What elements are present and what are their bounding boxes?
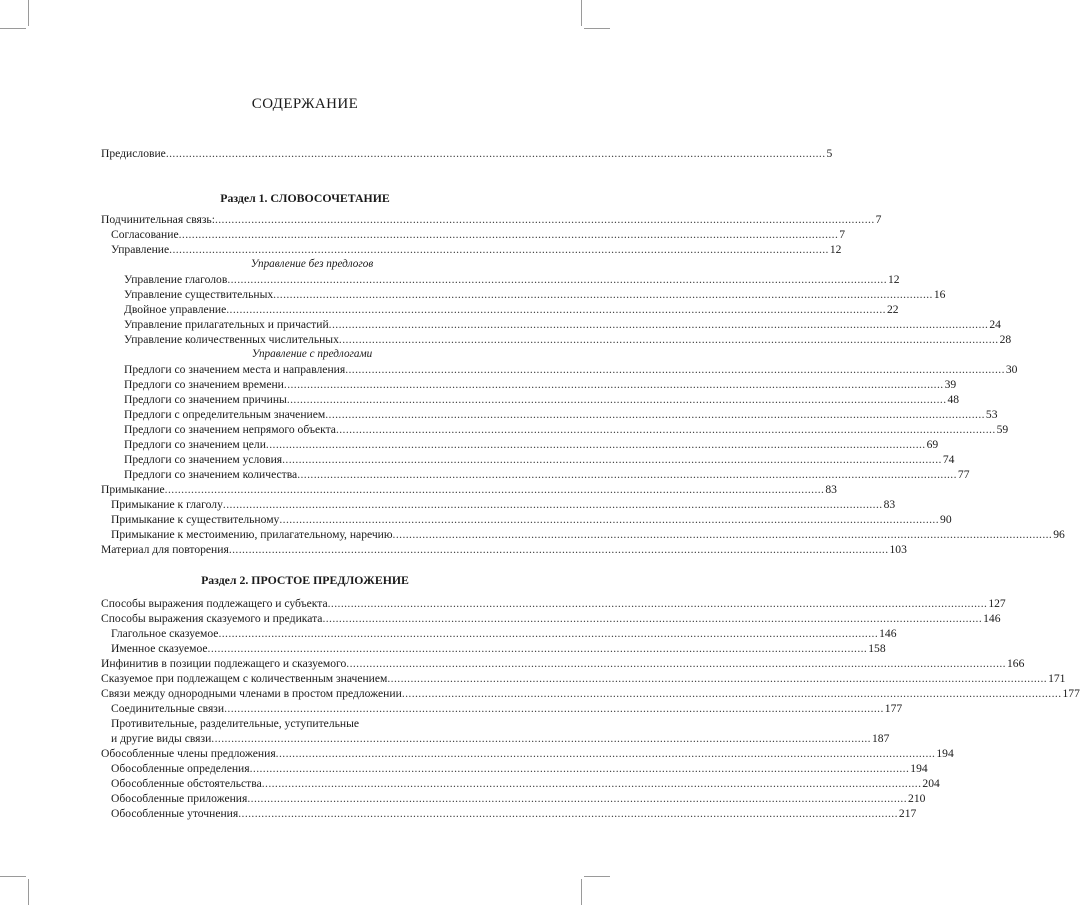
leader-dots: ........................................................................................................................................................................................................	[265, 438, 926, 451]
toc-entry-page: 187	[871, 732, 890, 745]
toc-entry-page: 217	[898, 807, 917, 820]
toc-entry-label: Инфинитив в позиции подлежащего и сказуемого	[101, 657, 347, 670]
toc-entry-label: Обособленные обстоятельства	[111, 777, 262, 790]
toc-entry-label: Соединительные связи	[111, 702, 225, 715]
toc-entry-label: Сказуемое при подлежащем с количественным значением	[101, 672, 388, 685]
toc-entry[interactable]	[101, 542, 907, 557]
toc-entry-page: 83	[825, 483, 837, 496]
toc-entry-page: 12	[829, 243, 842, 256]
leader-dots: ........................................................................................................................................................................................................	[218, 627, 879, 640]
leader-dots: ........................................................................................................................................................................................................	[238, 807, 898, 820]
toc-entry[interactable]	[101, 212, 882, 227]
toc-entry[interactable]	[101, 776, 940, 791]
toc-entry[interactable]	[101, 482, 837, 497]
toc-entry-label: Предлоги со значением места и направления	[124, 363, 346, 376]
leader-dots: ........................................................................................................................................................................................................	[227, 273, 887, 286]
toc-entry-page: 210	[908, 792, 926, 805]
toc-entry-page: 28	[999, 333, 1012, 346]
crop-mark	[581, 879, 582, 905]
toc-entry[interactable]	[101, 497, 896, 512]
toc-entry[interactable]	[101, 287, 946, 302]
leader-dots: ........................................................................................................................................................................................................	[226, 303, 886, 316]
toc-entry-page: 48	[947, 393, 960, 406]
toc-entry-page: 146	[879, 627, 897, 640]
toc-entry-label: и другие виды связи	[111, 732, 212, 745]
toc-entry-label: Связи между однородными членами в простом предложении	[101, 687, 402, 700]
toc-entry[interactable]	[101, 686, 1080, 701]
toc-entry-label: Обособленные члены предложения	[101, 747, 276, 760]
toc-entry-label: Способы выражения сказуемого и предиката	[101, 612, 323, 625]
toc-entry-label: Предлоги со значением причины	[124, 393, 287, 406]
toc-entry-page: 177	[1062, 687, 1080, 700]
toc-entry-label: Именное сказуемое	[111, 642, 208, 655]
toc-entry-page: 96	[1053, 528, 1065, 541]
toc-entry-label: Обособленные уточнения	[111, 807, 239, 820]
toc-entry[interactable]	[101, 467, 970, 482]
toc-entry-label: Согласование	[111, 228, 179, 241]
toc-entry-page: 83	[883, 498, 896, 511]
toc-entry-page: 12	[888, 273, 900, 286]
toc-entry-page: 53	[985, 408, 998, 421]
toc-entry-page: 204	[922, 777, 940, 790]
toc-entry-page: 24	[989, 318, 1001, 331]
toc-entry[interactable]	[101, 242, 842, 257]
toc-entry-label: Предисловие	[101, 147, 166, 160]
toc-entry[interactable]	[101, 452, 955, 467]
leader-dots: ........................................................................................................................................................................................................	[275, 747, 936, 760]
toc-entry-page: 194	[936, 747, 954, 760]
toc-entry[interactable]	[101, 527, 1065, 542]
toc-entry-page: 77	[957, 468, 970, 481]
toc-entry[interactable]	[101, 317, 1001, 332]
toc-entry-label: Примыкание к местоимению, прилагательному, наречию	[111, 528, 393, 541]
section-1-title: Раздел 1. СЛОВОСОЧЕТАНИЕ	[220, 191, 390, 205]
toc-entry-page: 127	[988, 597, 1006, 610]
toc-entry[interactable]	[101, 332, 1012, 347]
toc-entry-page: 166	[1006, 657, 1025, 670]
leader-dots: ........................................................................................................................................................................................................	[282, 453, 942, 466]
toc-entry[interactable]	[101, 731, 890, 746]
toc-section-2	[101, 596, 1080, 821]
toc-entry-label: Обособленные приложения	[111, 792, 248, 805]
crop-mark	[0, 876, 26, 877]
toc-entry-label: Предлоги со значением времени	[124, 378, 284, 391]
leader-dots: ........................................................................................................................................................................................................	[328, 318, 989, 331]
toc-entry-label: Примыкание к глаголу	[111, 498, 223, 511]
leader-dots: ........................................................................................................................................................................................................	[169, 243, 829, 256]
toc-entry-page: 7	[875, 213, 882, 226]
crop-mark	[584, 28, 610, 29]
toc-entry-label: Способы выражения подлежащего и субъекта	[101, 597, 328, 610]
leader-dots: ........................................................................................................................................................................................................	[297, 468, 957, 481]
toc-entry[interactable]	[101, 611, 1001, 626]
toc-entry-page: 74	[942, 453, 955, 466]
toc-entry-label: Управление прилагательных и причастий	[124, 318, 329, 331]
toc-entry-page: 22	[886, 303, 899, 316]
toc-entry-page: 146	[983, 612, 1001, 625]
leader-dots: ........................................................................................................................................................................................................	[249, 762, 910, 775]
toc-entry[interactable]	[101, 641, 886, 656]
toc-entry[interactable]	[101, 392, 960, 407]
leader-dots: ........................................................................................................................................................................................................	[327, 597, 988, 610]
toc-entry-label: Управление существительных	[124, 288, 274, 301]
toc-entry-label: Материал для повторения	[101, 543, 229, 556]
leader-dots: ........................................................................................................................................................................................................	[214, 213, 875, 226]
toc-entry-page: 5	[826, 147, 833, 160]
page-title: СОДЕРЖАНИЕ	[251, 96, 359, 112]
leader-dots: ........................................................................................................................................................................................................	[392, 528, 1053, 541]
toc-entry[interactable]	[101, 302, 899, 317]
toc-entry-label: Примыкание к существительному	[111, 513, 280, 526]
leader-dots: ........................................................................................................................................................................................................	[322, 612, 983, 625]
toc-entry[interactable]	[101, 146, 833, 161]
crop-mark	[584, 876, 610, 877]
toc-entry-label: Предлоги со значением непрямого объекта	[124, 423, 336, 436]
leader-dots: ........................................................................................................................................................................................................	[247, 792, 908, 805]
leader-dots: ........................................................................................................................................................................................................	[165, 147, 826, 160]
toc-entry-page: 39	[944, 378, 957, 391]
toc-entry[interactable]	[101, 671, 1066, 686]
leader-dots: ........................................................................................................................................................................................................	[335, 423, 996, 436]
leader-dots: ........................................................................................................................................................................................................	[346, 657, 1006, 670]
leader-dots: ........................................................................................................................................................................................................	[261, 777, 922, 790]
toc-entry-page: 16	[933, 288, 946, 301]
toc-entry-label: Предлоги со значением цели	[124, 438, 266, 451]
toc-entry-page: 171	[1048, 672, 1066, 685]
toc-entry[interactable]	[101, 626, 897, 641]
toc-entry[interactable]	[101, 512, 952, 527]
toc-entry-page: 103	[889, 543, 907, 556]
leader-dots: ........................................................................................................................................................................................................	[228, 543, 889, 556]
crop-mark	[28, 879, 29, 905]
toc-entry-page: 177	[884, 702, 903, 715]
toc-entry[interactable]	[101, 761, 928, 776]
toc-entry-label: Предлоги со значением количества	[124, 468, 298, 481]
toc-entry[interactable]	[101, 272, 900, 287]
leader-dots: ........................................................................................................................................................................................................	[222, 498, 883, 511]
toc-entry-page: 69	[926, 438, 939, 451]
leader-dots: ........................................................................................................................................................................................................	[164, 483, 825, 496]
toc-entry[interactable]	[101, 407, 998, 422]
toc-entry-label: Примыкание	[101, 483, 165, 496]
toc-entry-label: Управление количественных числительных	[124, 333, 339, 346]
section-2-title: Раздел 2. ПРОСТОЕ ПРЕДЛОЖЕНИЕ	[201, 573, 409, 587]
crop-mark	[581, 0, 582, 26]
leader-dots: ........................................................................................................................................................................................................	[207, 642, 868, 655]
toc-section-1	[101, 212, 1065, 557]
toc-entry[interactable]	[101, 437, 939, 452]
toc-entry-page: 59	[996, 423, 1009, 436]
toc-entry-page: 90	[940, 513, 952, 526]
toc-entry-page: 158	[868, 642, 886, 655]
leader-dots: ........................................................................................................................................................................................................	[401, 687, 1062, 700]
leader-dots: ........................................................................................................................................................................................................	[325, 408, 985, 421]
toc-entry[interactable]	[101, 701, 903, 716]
subheading-no-prepositions: Управление без предлогов	[250, 258, 374, 270]
leader-dots: ........................................................................................................................................................................................................	[283, 378, 944, 391]
toc-entry-page: 7	[839, 228, 846, 241]
toc-entry[interactable]	[101, 806, 917, 821]
toc-entry-page: 30	[1005, 363, 1018, 376]
toc-entry-label: Обособленные определения	[111, 762, 250, 775]
toc-entry[interactable]	[101, 377, 957, 392]
leader-dots: ........................................................................................................................................................................................................	[345, 363, 1005, 376]
toc-entry[interactable]	[101, 656, 1025, 671]
leader-dots: ........................................................................................................................................................................................................	[273, 288, 933, 301]
toc-entry-label-line[interactable]: Противительные, разделительные, уступительные	[111, 717, 360, 730]
toc-entry[interactable]	[101, 422, 1009, 437]
leader-dots: ........................................................................................................................................................................................................	[279, 513, 940, 526]
toc-entry[interactable]	[101, 227, 846, 242]
toc-entry-label: Управление глаголов	[124, 273, 228, 286]
toc-entry[interactable]	[101, 746, 954, 761]
toc-entry-page: 194	[910, 762, 928, 775]
toc-entry-label: Двойное управление	[124, 303, 227, 316]
leader-dots: ........................................................................................................................................................................................................	[178, 228, 839, 241]
leader-dots: ........................................................................................................................................................................................................	[224, 702, 884, 715]
toc-preface	[101, 146, 833, 161]
leader-dots: ........................................................................................................................................................................................................	[338, 333, 999, 346]
leader-dots: ........................................................................................................................................................................................................	[211, 732, 871, 745]
crop-mark	[0, 28, 26, 29]
toc-entry-label: Предлоги с определительным значением	[124, 408, 326, 421]
crop-mark	[28, 0, 29, 26]
toc-entry-label: Управление	[111, 243, 170, 256]
toc-entry-label: Глагольное сказуемое	[111, 627, 219, 640]
toc-entry-label: Подчинительная связь:	[101, 213, 215, 226]
toc-entry[interactable]	[101, 791, 926, 806]
toc-entry[interactable]	[101, 362, 1018, 377]
subheading-with-prepositions: Управление с предлогами	[251, 348, 373, 360]
leader-dots: ........................................................................................................................................................................................................	[286, 393, 947, 406]
toc-entry[interactable]	[101, 596, 1006, 611]
leader-dots: ........................................................................................................................................................................................................	[387, 672, 1048, 685]
toc-entry-label: Предлоги со значением условия	[124, 453, 283, 466]
